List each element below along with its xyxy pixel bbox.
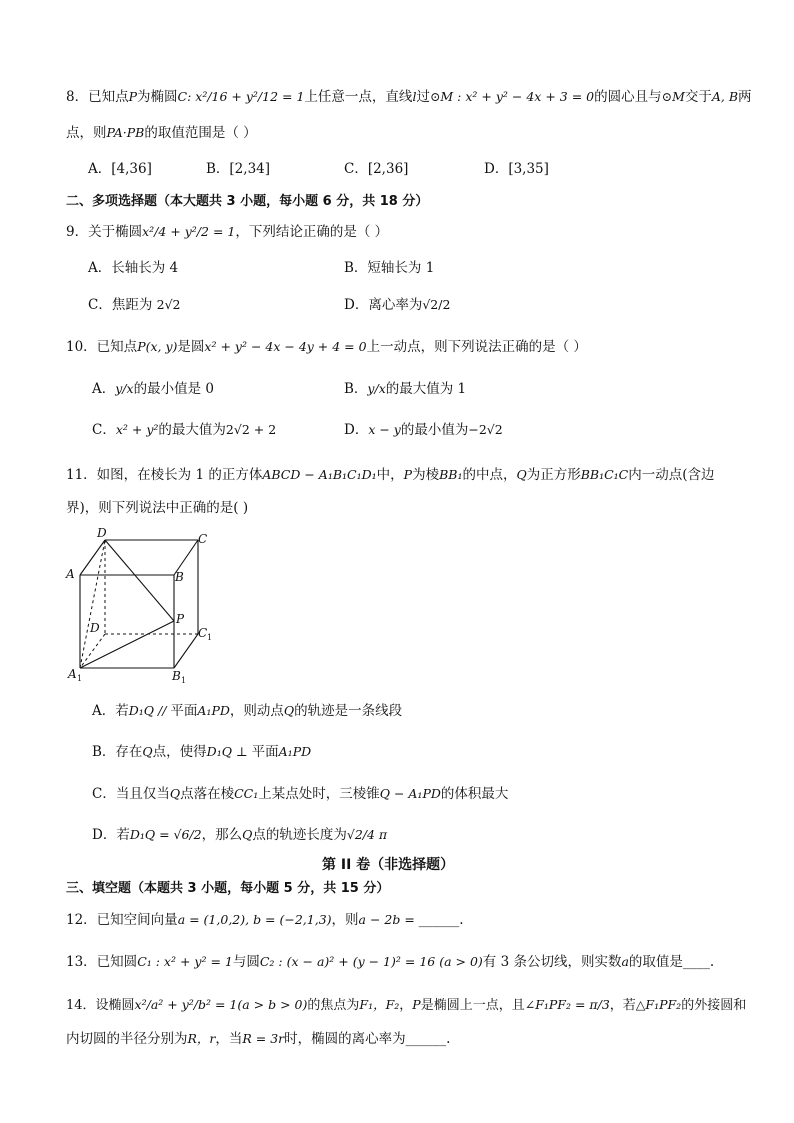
q9-option-b: B．短轴长为 1	[344, 260, 435, 276]
label-d1: D	[90, 621, 100, 635]
edge-c1-b1	[174, 634, 198, 668]
q8-option-b: B．[2,34]	[206, 161, 271, 177]
q14-line-2: 内切圆的半径分别为R，r，当R = 3r时，椭圆的离心率为______.	[66, 1031, 451, 1047]
q11-option-b: B．存在Q点，使得D₁Q ⊥ 平面A₁PD	[92, 744, 312, 760]
label-a: A	[66, 567, 75, 581]
q8-line-2: 点，则PA·PB的取值范围是（ ）	[66, 125, 257, 141]
q9-option-a: A．长轴长为 4	[88, 260, 179, 276]
q11-option-a: A．若D₁Q // 平面A₁PD，则动点Q的轨迹是一条线段	[92, 703, 403, 719]
label-p: P	[176, 612, 185, 626]
section-3-heading: 三、填空题（本题共 3 小题，每小题 5 分，共 15 分）	[66, 881, 390, 896]
q11-option-d: D．若D₁Q = √6/2，那么Q点的轨迹长度为√2/4 π	[92, 827, 388, 843]
label-c1-sub: 1	[207, 633, 213, 642]
q10-option-b: B．y/x的最大值为 1	[344, 381, 467, 397]
q9-stem: 9．关于椭圆x²/4 + y²/2 = 1，下列结论正确的是（ ）	[66, 224, 389, 240]
q11-option-c: C．当且仅当Q点落在棱CC₁上某点处时，三棱锥Q − A₁PD的体积最大	[92, 786, 509, 802]
label-c: C	[198, 532, 208, 546]
q13: 13．已知圆C₁ : x² + y² = 1与圆C₂ : (x − a)² + (y − 1)² = 16 (a > 0)有 3 条公切线，则实数a的取值是____.	[66, 954, 715, 970]
q10-option-a: A．y/x的最小值是 0	[92, 381, 214, 397]
segment-d-p	[105, 540, 174, 621]
q8-line-1: 8．已知点P为椭圆C: x²/16 + y²/12 = 1上任意一点，直线l过⊙M : x² + y² − 4x + 3 = 0的圆心且与⊙M交于A, B两	[66, 89, 752, 105]
q12: 12．已知空间向量a = (1,0,2), b = (−2,1,3)，则a − 2b = ______.	[66, 912, 464, 928]
hidden-segment-a1-d	[80, 540, 105, 668]
q14-answer-blank[interactable]: 时，椭圆的离心率为______.	[284, 1031, 451, 1047]
q8-option-d: D．[3,35]	[484, 161, 549, 177]
hidden-edge-d1-a1	[80, 634, 105, 668]
edge-a-d	[80, 540, 105, 575]
q14-line-1: 14．设椭圆x²/a² + y²/b² = 1(a > b > 0)的焦点为F₁，F₂，P是椭圆上一点，且∠F₁PF₂ = π/3，若△F₁PF₂的外接圆和	[66, 997, 747, 1013]
label-b1-sub: 1	[181, 676, 187, 684]
label-d: D	[97, 526, 107, 540]
q10-stem: 10．已知点P(x, y)是圆x² + y² − 4x − 4y + 4 = 0上一动点，则下列说法正确的是（ ）	[66, 339, 587, 355]
section-2-heading: 二、多项选择题（本大题共 3 小题，每小题 6 分，共 18 分）	[66, 194, 429, 209]
q9-option-d: D．离心率为√2/2	[344, 297, 451, 313]
q8-option-a: A．[4,36]	[88, 161, 152, 177]
q13-answer-blank[interactable]: 的取值是____.	[628, 954, 715, 970]
q11-stem-line-2: 界)，则下列说法中正确的是( )	[66, 500, 249, 516]
q9-option-c: C．焦距为 2√2	[88, 297, 181, 313]
label-a1: A	[68, 667, 77, 681]
label-b1: B	[172, 669, 181, 683]
q12-answer-blank[interactable]: ______.	[418, 912, 464, 928]
q11-stem-line-1: 11．如图，在棱长为 1 的正方体ABCD − A₁B₁C₁D₁中，P为棱BB₁的中点，Q为正方形BB₁C₁C内一动点(含边	[66, 467, 715, 483]
cube-figure	[62, 524, 222, 684]
q8-option-c: C．[2,36]	[344, 161, 409, 177]
label-a1-sub: 1	[77, 674, 83, 683]
q10-option-c: C．x² + y²的最大值为2√2 + 2	[92, 422, 277, 438]
volume-2-title: 第 II 卷（非选择题）	[322, 857, 455, 873]
label-b: B	[175, 570, 184, 584]
q10-option-d: D．x − y的最小值为−2√2	[344, 422, 503, 438]
label-c1: C	[198, 626, 208, 640]
